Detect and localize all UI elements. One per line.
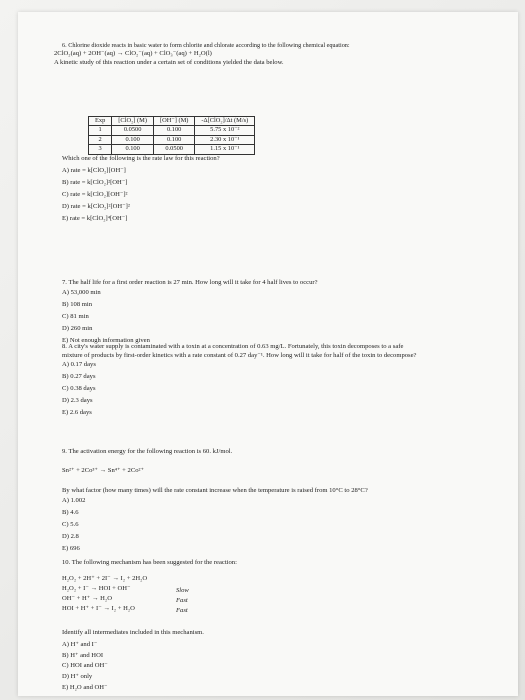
answer-choice: C) 0.38 days — [62, 385, 96, 393]
table-header-row — [89, 117, 255, 126]
q7-stem: 7. The half life for a first order reaction is 27 min. How long will it take for 4 half lives to occur? — [62, 279, 318, 286]
table-cell: 1 — [89, 126, 112, 135]
q6-choices — [62, 155, 220, 227]
answer-choice: A) 0.17 days — [62, 361, 96, 369]
q9-stem: 9. The activation energy for the following reaction is 60. kJ/mol. — [62, 448, 233, 455]
table-cell: 2 — [89, 135, 112, 144]
q10-choices — [62, 629, 204, 695]
answer-choice: C) rate = k[ClO₂][OH⁻]² — [62, 190, 128, 198]
q8-stem-line2: mixture of products by first-order kinetics with a rate constant of 0.27 day⁻¹. How long will it take for half of the toxin to decompose? — [62, 351, 417, 359]
answer-choice: A) H⁺ and I⁻ — [62, 640, 98, 648]
answer-choice: E) rate = k[ClO₂]⁴[OH⁻] — [62, 214, 128, 222]
table-cell: 0.0500 — [153, 145, 194, 154]
q9-question: By what factor (how many times) will the rate constant increase when the temperature is raised from 10°C to 28°C? — [62, 487, 368, 495]
answer-choice: E) Not enough information given — [62, 336, 150, 344]
q6-question: Which one of the following is the rate law for this reaction? — [62, 155, 220, 162]
step-rates — [176, 587, 189, 617]
q6-equation: 2ClO₂(aq) + 2OH⁻(aq) → ClO₂⁻(aq) + ClO₃⁻(aq) + H₂O(l) — [54, 50, 212, 58]
answer-choice: B) H⁺ and HOI — [62, 651, 104, 659]
answer-choice: E) H₂O and OH⁻ — [62, 684, 108, 692]
answer-choice: E) 2.6 days — [62, 409, 92, 417]
table-cell: 5.75 x 10⁻² — [195, 126, 255, 135]
answer-choice: D) rate = k[ClO₂]²[OH⁻]² — [62, 202, 130, 210]
overall-reaction: H₂O₂ + 2H⁺ + 2I⁻ → I₂ + 2H₂O — [62, 575, 148, 582]
table-cell: 1.15 x 10⁻¹ — [195, 145, 255, 154]
mechanism-step: OH⁻ + H⁺ → H₂O — [62, 595, 112, 602]
answer-choice: B) rate = k[ClO₂]²[OH⁻] — [62, 178, 128, 186]
answer-choice: E) 696 — [62, 545, 80, 553]
table-cell: 2.30 x 10⁻¹ — [195, 135, 255, 144]
table-cell: 3 — [89, 145, 112, 154]
question-7 — [62, 279, 318, 349]
table-header-cell: Exp — [89, 117, 112, 126]
mechanism-step: HOI + H⁺ + I⁻ → I₂ + H₂O — [62, 605, 135, 612]
question-6 — [54, 42, 350, 68]
table-row — [89, 135, 255, 144]
table-cell: 0.100 — [153, 126, 194, 135]
table-cell: 0.100 — [112, 135, 154, 144]
answer-choice: A) rate = k[ClO₂][OH⁻] — [62, 166, 126, 174]
q6-intro: A kinetic study of this reaction under a certain set of conditions yielded the data below. — [54, 58, 284, 66]
step-rate: Fast — [176, 597, 188, 604]
worksheet-page — [18, 12, 518, 696]
table-row — [89, 126, 255, 135]
kinetics-data-table — [88, 116, 255, 155]
answer-choice: D) 260 min — [62, 324, 93, 332]
q6-stem: 6. Chlorine dioxide reacts in basic water to form chlorite and chlorate according to the following chemical equation: — [62, 42, 350, 49]
table-row — [89, 145, 255, 154]
q10-question: Identify all intermediates included in this mechanism. — [62, 629, 204, 636]
answer-choice: C) 5.6 — [62, 521, 79, 529]
table-header-cell: [OH⁻] (M) — [153, 117, 194, 126]
answer-choice: D) 2.3 days — [62, 397, 93, 405]
q8-stem-line1: 8. A city's water supply is contaminated with a toxin at a concentration of 0.63 mg/L. Fortunately, this toxin decomposes to a safe — [62, 343, 404, 350]
step-rate: Slow — [176, 587, 189, 594]
mechanism-step: H₂O₂ + I⁻ → HOI + OH⁻ — [62, 585, 131, 592]
answer-choice: C) HOI and OH⁻ — [62, 662, 108, 670]
answer-choice: B) 108 min — [62, 300, 93, 308]
table-cell: 0.100 — [153, 135, 194, 144]
answer-choice: A) 1.002 — [62, 497, 86, 505]
answer-choice: B) 4.6 — [62, 509, 79, 517]
table-header-cell: [ClO₂] (M) — [112, 117, 154, 126]
answer-choice: B) 0.27 days — [62, 373, 96, 381]
answer-choice: D) 2.8 — [62, 533, 79, 541]
q9-equation: Sn²⁺ + 2Co³⁺ → Sn⁴⁺ + 2Co²⁺ — [62, 466, 144, 474]
step-rate: Fast — [176, 607, 188, 614]
q10-stem: 10. The following mechanism has been suggested for the reaction: — [62, 559, 237, 566]
reaction-mechanism — [62, 575, 147, 615]
answer-choice: A) 53,000 min — [62, 288, 101, 296]
table-header-cell: -Δ[ClO₂]/Δt (M/s) — [195, 117, 255, 126]
question-9 — [62, 448, 368, 557]
table-cell: 0.100 — [112, 145, 154, 154]
answer-choice: D) H⁺ only — [62, 673, 93, 681]
table-cell: 0.0500 — [112, 126, 154, 135]
question-8 — [62, 343, 416, 421]
answer-choice: C) 81 min — [62, 312, 89, 320]
